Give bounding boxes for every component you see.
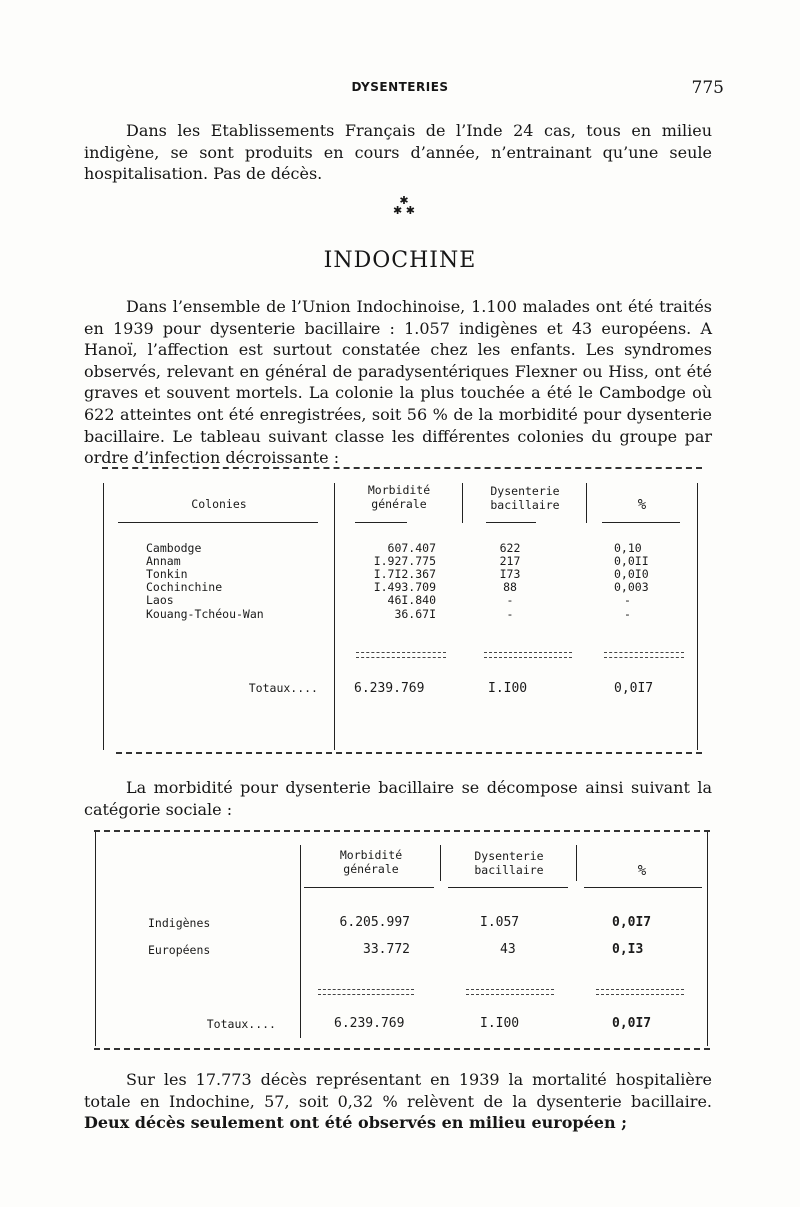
header-rule	[448, 887, 568, 888]
table-right-border	[707, 832, 708, 1046]
cell-pct: 0,10	[614, 541, 642, 555]
col-header-dysenterie: Dysenterie	[490, 484, 560, 498]
cell-categorie: Indigènes	[148, 916, 211, 930]
totals-morbidite: 6.239.769	[354, 681, 425, 696]
cell-colonie: Laos	[146, 593, 174, 607]
cell-pct: 0,003	[614, 580, 649, 594]
col-header-morbidite-sub: générale	[371, 497, 427, 511]
col-header-percent: %	[637, 497, 647, 513]
cell-dysenterie: 43	[500, 942, 516, 957]
cell-pct: -	[624, 593, 631, 607]
cell-pct: 0,0I7	[612, 915, 652, 930]
column-divider	[462, 483, 463, 523]
totals-rule	[466, 989, 554, 995]
col-header-colonies: Colonies	[191, 497, 247, 511]
column-divider	[576, 845, 577, 881]
paragraph-mortalite-bold: Deux décès seulement ont été observés en milieu européen ;	[84, 1113, 628, 1133]
table-left-border	[95, 832, 96, 1046]
cell-categorie: Européens	[148, 943, 211, 957]
col-header-dysenterie: Dysenterie	[474, 849, 544, 863]
col-header-dysenterie-sub: bacillaire	[474, 863, 544, 877]
totals-dysenterie: I.I00	[480, 1016, 520, 1031]
paragraph-mortalite-text: Sur les 17.773 décès représentant en 1939 la mortalité hospitalière totale en Indochine, 57, soit 0,32 % relèvent de la dysenterie bacillaire.	[84, 1070, 712, 1111]
cell-morbidite: 33.772	[363, 942, 410, 957]
table-bottom-border	[94, 1048, 710, 1050]
paragraph-categorie: La morbidité pour dysenterie bacillaire se décompose ainsi suivant la catégorie sociale :	[84, 778, 712, 819]
header-rule	[584, 887, 702, 888]
cell-morbidite: 6.205.997	[339, 915, 410, 930]
col-header-morbidite: Morbidité	[339, 848, 403, 862]
cell-morbidite: 46I.840	[387, 593, 436, 607]
cell-morbidite: 607.407	[387, 541, 436, 555]
paragraph-indochine-intro: Dans l’ensemble de l’Union Indochinoise, 1.100 malades ont été traités en 1939 pour dysenterie bacillaire : 1.057 indigènes et 43 européens. A Hanoï, l’affection est surtout constatée chez les enfants. Les syndromes observés, relevant en général de paradysentériques Flexner ou Hiss, ont été graves et souvent mortels. La colonie la plus touchée a été le Cambodge où 622 atteintes ont été enregistrées, soit 56 % de la morbidité pour dysenterie bacillaire. Le tableau suivant classe les différentes colonies du groupe par ordre d’infection décroissante :	[84, 297, 712, 468]
col-header-percent: %	[637, 863, 647, 879]
header-rule	[304, 887, 434, 888]
cell-pct: -	[624, 607, 631, 621]
cell-dysenterie: I.057	[480, 915, 520, 930]
cell-dysenterie: 217	[499, 554, 521, 568]
cell-morbidite: I.927.775	[373, 554, 436, 568]
totals-dysenterie: I.I00	[488, 681, 528, 696]
totals-morbidite: 6.239.769	[334, 1016, 405, 1031]
header-rule	[486, 522, 536, 523]
totals-rule	[604, 652, 684, 658]
totals-label: Totaux....	[206, 1017, 276, 1031]
col-header-dysenterie-sub: bacillaire	[490, 498, 560, 512]
column-divider	[300, 845, 301, 1038]
cell-pct: 0,0I0	[614, 567, 649, 581]
table-top-border	[94, 830, 710, 832]
cell-colonie: Cambodge	[146, 541, 202, 555]
totals-rule	[356, 652, 446, 658]
totals-rule	[596, 989, 684, 995]
totals-pct: 0,0I7	[614, 681, 654, 696]
header-rule	[602, 522, 680, 523]
cell-dysenterie: -	[506, 607, 514, 621]
page-number: 775	[691, 78, 724, 98]
page-header	[80, 78, 724, 100]
cell-pct: 0,I3	[612, 942, 644, 957]
cell-morbidite: I.493.709	[373, 580, 436, 594]
totals-pct: 0,0I7	[612, 1016, 652, 1031]
cell-morbidite: I.7I2.367	[373, 567, 436, 581]
col-header-morbidite-sub: générale	[343, 862, 399, 876]
column-divider	[586, 483, 587, 523]
ornament-asterism: ✱ ✱ ✱	[393, 194, 415, 217]
running-title: DYSENTERIES	[351, 80, 449, 94]
table-right-border	[697, 483, 698, 750]
column-divider	[334, 483, 335, 750]
cell-dysenterie: 88	[503, 580, 517, 594]
column-divider	[440, 845, 441, 881]
cell-colonie: Annam	[146, 554, 181, 568]
header-rule	[118, 522, 318, 523]
cell-colonie: Kouang-Tchéou-Wan	[146, 607, 264, 621]
cell-colonie: Cochinchine	[146, 580, 223, 594]
cell-dysenterie: I73	[499, 567, 521, 581]
totals-label: Totaux....	[248, 681, 318, 695]
paragraph-inde: Dans les Etablissements Français de l’Inde 24 cas, tous en milieu indigène, se sont produits en cours d’année, n’entrainant qu’une seule hospitalisation. Pas de décès.	[84, 121, 712, 184]
section-title: INDOCHINE	[323, 248, 477, 273]
cell-colonie: Tonkin	[146, 567, 188, 581]
cell-pct: 0,0II	[614, 554, 649, 568]
table-bottom-border	[116, 752, 702, 754]
cell-dysenterie: 622	[499, 541, 521, 555]
paragraph-mortalite	[84, 1069, 712, 1134]
header-rule	[355, 522, 407, 523]
totals-rule	[484, 652, 572, 658]
table-left-border	[103, 483, 104, 750]
totals-rule	[318, 989, 414, 995]
col-header-morbidite: Morbidité	[367, 483, 431, 497]
cell-morbidite: 36.67I	[394, 607, 436, 621]
cell-dysenterie: -	[506, 593, 514, 607]
